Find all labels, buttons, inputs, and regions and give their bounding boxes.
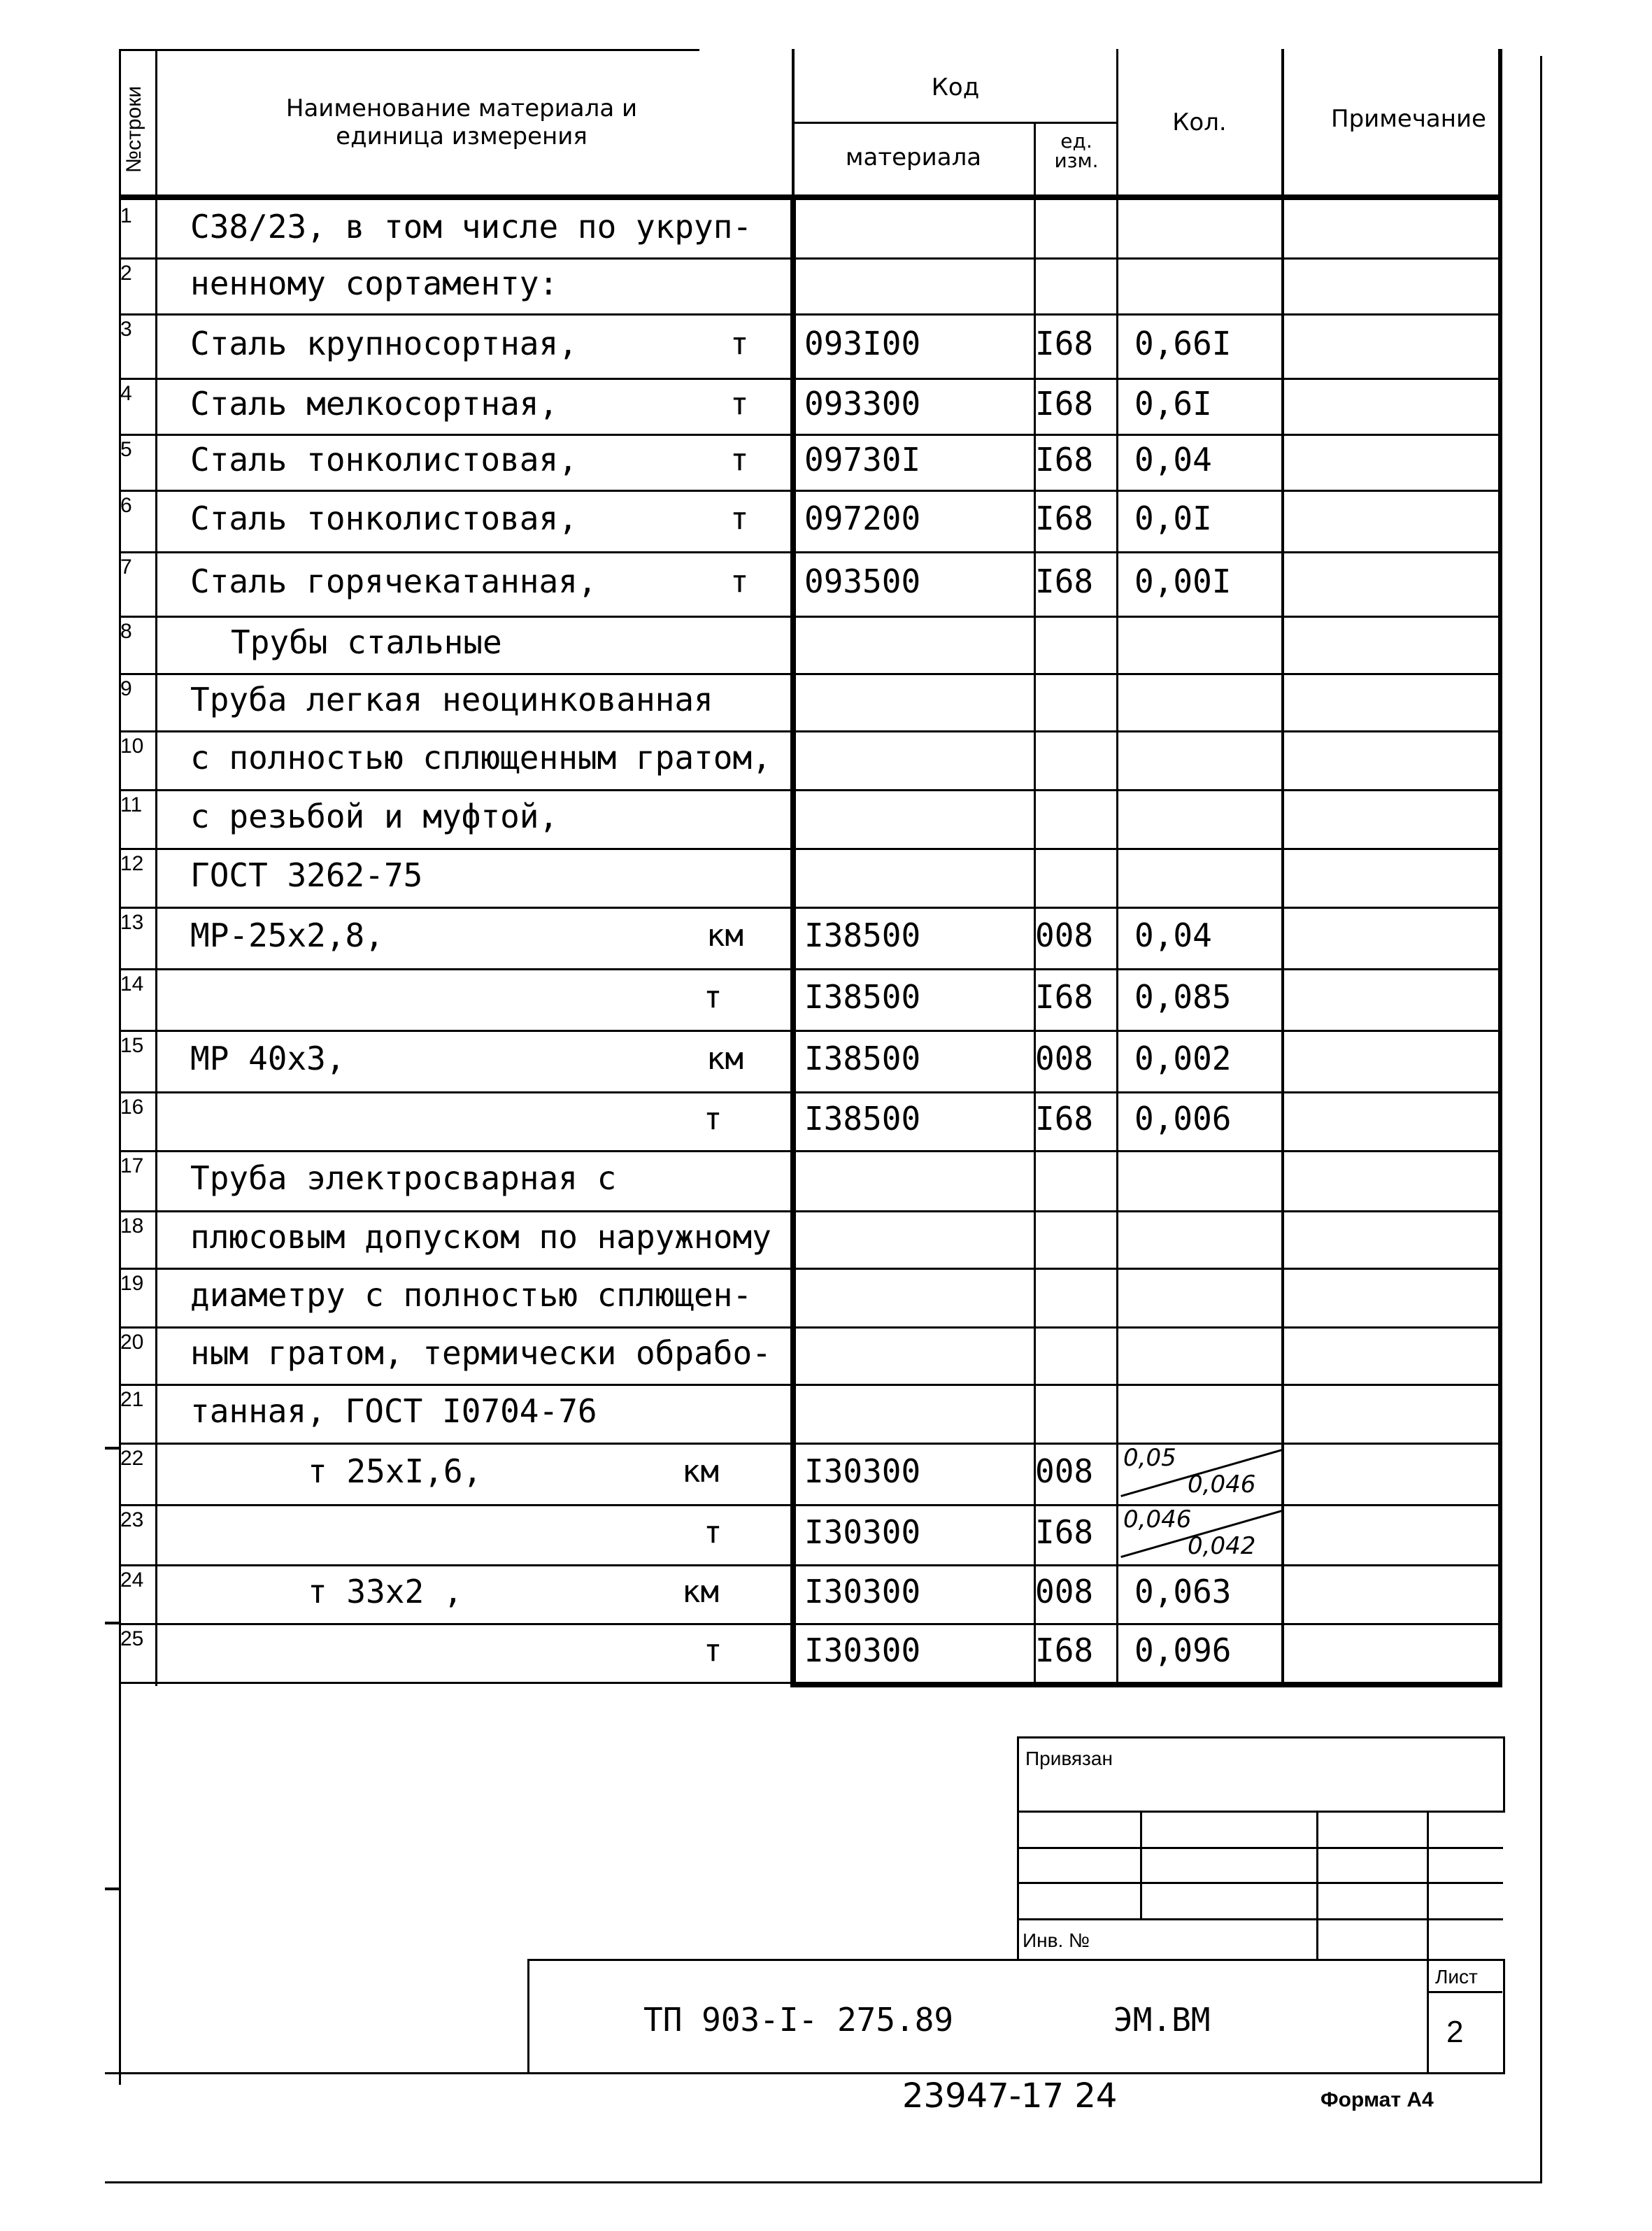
- unit-of-measure: т: [704, 1633, 722, 1669]
- row-number: 1: [120, 204, 132, 227]
- material-name: т 25xI,6,: [308, 1452, 483, 1490]
- row-number: 25: [120, 1627, 144, 1650]
- stamp-doc-suffix: ЭМ.ВМ: [1113, 2001, 1211, 2039]
- quantity: 0,04: [1134, 441, 1212, 479]
- margin-tick-2: [105, 1622, 120, 1624]
- row-number: 7: [120, 555, 132, 579]
- table-bottom-line-left: [119, 1682, 792, 1684]
- material-name: Сталь тонколистовая,: [190, 441, 578, 479]
- row-divider: [119, 1210, 1502, 1212]
- stamp-line-2: [1017, 1847, 1503, 1849]
- frame-top-line: [119, 49, 699, 51]
- unit-of-measure: т: [730, 501, 749, 537]
- row-divider: [119, 1326, 1502, 1329]
- unit-code: I68: [1035, 385, 1094, 423]
- unit-code: I68: [1035, 1513, 1094, 1551]
- unit-code: I68: [1035, 978, 1094, 1016]
- row-divider: [119, 1030, 1502, 1032]
- stamp-line-1: [1017, 1811, 1503, 1813]
- material-name: МР-25x2,8,: [190, 916, 384, 954]
- row-number: 10: [120, 735, 144, 758]
- stamp-doc-code: ТП 903-I- 275.89: [643, 2001, 954, 2039]
- quantity: 0,063: [1134, 1573, 1232, 1610]
- quantity-corrected-old: 0,046: [1123, 1506, 1192, 1534]
- material-name: Трубы стальные: [231, 623, 502, 661]
- header-note-col: Примечание: [1331, 105, 1486, 133]
- row-number: 5: [120, 438, 132, 461]
- row-number: 20: [120, 1331, 144, 1354]
- row-number: 22: [120, 1447, 144, 1470]
- quantity: 0,66I: [1134, 325, 1232, 362]
- row-divider: [119, 434, 1502, 436]
- margin-tick-3: [105, 1888, 120, 1890]
- row-divider: [119, 1564, 1502, 1566]
- material-name: Сталь мелкосортная,: [190, 385, 559, 423]
- row-divider: [119, 1384, 1502, 1386]
- row-number: 21: [120, 1388, 144, 1411]
- row-number: 23: [120, 1508, 144, 1531]
- row-number: 12: [120, 852, 144, 875]
- material-code: I30300: [804, 1631, 921, 1669]
- unit-code: I68: [1035, 1631, 1094, 1669]
- row-number: 3: [120, 318, 132, 341]
- material-code: 093300: [804, 385, 921, 423]
- material-code: 093I00: [804, 325, 921, 362]
- material-name: ГОСТ 3262-75: [190, 856, 423, 894]
- row-divider: [119, 848, 1502, 850]
- unit-of-measure: т: [730, 442, 749, 478]
- frame-right-line: [1540, 56, 1542, 2183]
- row-divider: [119, 257, 1502, 260]
- header-code-group: Код: [931, 73, 980, 101]
- stamp-line-3: [1017, 1882, 1503, 1884]
- row-divider: [119, 1623, 1502, 1625]
- row-number: 8: [120, 620, 132, 643]
- material-code: I38500: [804, 1040, 921, 1077]
- material-name: диаметру с полностью сплющен-: [190, 1276, 753, 1314]
- row-number: 4: [120, 382, 132, 405]
- material-code: 093500: [804, 562, 921, 600]
- row-number: 16: [120, 1096, 144, 1119]
- stamp-inv-label: Инв. №: [1023, 1929, 1090, 1951]
- unit-code: I68: [1035, 441, 1094, 479]
- unit-code: 008: [1035, 1573, 1094, 1610]
- row-divider: [119, 673, 1502, 675]
- material-code: I38500: [804, 916, 921, 954]
- code-block-thick-left: [790, 197, 796, 1687]
- unit-of-measure: т: [730, 326, 749, 362]
- material-code: 097200: [804, 500, 921, 537]
- stamp-sheet-number: 2: [1446, 2015, 1464, 2049]
- frame-left-line: [119, 49, 121, 2085]
- unit-of-measure: км: [682, 1454, 719, 1489]
- row-divider: [119, 551, 1502, 553]
- unit-of-measure: км: [706, 918, 743, 954]
- unit-of-measure: т: [704, 1515, 722, 1550]
- row-divider: [119, 1150, 1502, 1152]
- row-number: 24: [120, 1568, 144, 1592]
- stamp-sheet-line: [1427, 1991, 1502, 1993]
- row-divider: [119, 490, 1502, 492]
- row-number: 19: [120, 1272, 144, 1295]
- row-divider: [119, 907, 1502, 909]
- header-name-col: Наименование материала и единица измерения: [285, 94, 638, 150]
- row-divider: [119, 1504, 1502, 1506]
- row-number: 2: [120, 262, 132, 285]
- header-bottom-line: [119, 194, 1502, 200]
- row-divider: [119, 313, 1502, 316]
- unit-code: 008: [1035, 916, 1094, 954]
- row-divider: [119, 1091, 1502, 1093]
- material-code: I30300: [804, 1452, 921, 1490]
- unit-code: I68: [1035, 325, 1094, 362]
- stamp-line-4: [1017, 1918, 1503, 1920]
- header-rowno-divider: [155, 49, 157, 1686]
- footer-archive-number: 23947-17 24: [902, 2076, 1118, 2116]
- table-bottom-line: [790, 1682, 1502, 1687]
- quantity-corrected-new: 0,046: [1188, 1471, 1256, 1499]
- unit-of-measure: т: [730, 386, 749, 422]
- row-number: 15: [120, 1034, 144, 1057]
- row-number: 18: [120, 1214, 144, 1238]
- frame-bottom-line: [105, 2181, 1542, 2183]
- unit-code: 008: [1035, 1040, 1094, 1077]
- row-divider: [119, 1268, 1502, 1270]
- material-name: С38/23, в том числе по укруп-: [190, 208, 753, 246]
- row-divider: [119, 730, 1502, 732]
- footer-format: Формат А4: [1320, 2088, 1434, 2111]
- row-divider: [119, 378, 1502, 380]
- row-number: 11: [120, 793, 143, 816]
- unit-of-measure: км: [706, 1041, 743, 1077]
- material-name: Сталь крупносортная,: [190, 325, 578, 362]
- row-divider: [119, 1443, 1502, 1445]
- table-right-line: [1498, 49, 1502, 1686]
- quantity: 0,00I: [1134, 562, 1232, 600]
- header-divider-qty-note: [1281, 49, 1284, 1686]
- header-code-subline: [795, 122, 1118, 124]
- row-number: 9: [120, 677, 132, 700]
- quantity: 0,04: [1134, 916, 1212, 954]
- row-number: 13: [120, 911, 144, 934]
- unit-of-measure: т: [730, 564, 749, 600]
- quantity-corrected-new: 0,042: [1188, 1532, 1256, 1560]
- quantity: 0,006: [1134, 1100, 1232, 1138]
- unit-of-measure: км: [682, 1574, 719, 1610]
- quantity: 0,085: [1134, 978, 1232, 1016]
- material-code: I38500: [804, 978, 921, 1016]
- row-divider: [119, 789, 1502, 791]
- material-code: I30300: [804, 1513, 921, 1551]
- quantity-corrected-old: 0,05: [1123, 1444, 1176, 1472]
- unit-code: I68: [1035, 1100, 1094, 1138]
- material-name: плюсовым допуском по наружному: [190, 1218, 771, 1256]
- header-material-col: материала: [845, 143, 982, 171]
- material-name: МР 40x3,: [190, 1040, 346, 1077]
- quantity: 0,0I: [1134, 500, 1212, 537]
- material-code: I38500: [804, 1100, 921, 1138]
- quantity: 0,002: [1134, 1040, 1232, 1077]
- material-name: ным гратом, термически обрабо-: [190, 1334, 771, 1372]
- stamp-vline-b: [1140, 1811, 1142, 1918]
- row-divider: [119, 616, 1502, 618]
- material-name: танная, ГОСТ I0704-76: [190, 1392, 597, 1430]
- unit-of-measure: т: [704, 1101, 722, 1137]
- row-number: 6: [120, 494, 132, 517]
- stamp-vline-c: [1316, 1811, 1318, 1960]
- stamp-sheet-label: Лист: [1435, 1966, 1478, 1988]
- unit-code: I68: [1035, 562, 1094, 600]
- row-number: 14: [120, 972, 144, 996]
- header-row-number-label: №строки: [122, 85, 145, 173]
- material-name: с полностью сплющенным гратом,: [190, 739, 771, 777]
- header-qty-col: Кол.: [1172, 108, 1227, 136]
- stamp-bound-label: Привязан: [1025, 1748, 1113, 1769]
- material-name: Сталь горячекатанная,: [190, 562, 597, 600]
- unit-of-measure: т: [704, 979, 722, 1015]
- material-name: Труба легкая неоцинкованная: [190, 681, 713, 718]
- header-divider-code-qty: [1116, 49, 1118, 1686]
- margin-tick-1: [105, 1447, 120, 1450]
- row-number: 17: [120, 1154, 144, 1177]
- material-name: Труба электросварная с: [190, 1159, 617, 1197]
- quantity: 0,096: [1134, 1631, 1232, 1669]
- material-name: с резьбой и муфтой,: [190, 798, 559, 835]
- unit-code: 008: [1035, 1452, 1094, 1490]
- stamp-vline-a: [1017, 1736, 1019, 1960]
- material-name: Сталь тонколистовая,: [190, 500, 578, 537]
- unit-code: I68: [1035, 500, 1094, 537]
- material-name: ненному сортаменту:: [190, 264, 559, 302]
- quantity: 0,6I: [1134, 385, 1212, 423]
- row-divider: [119, 968, 1502, 970]
- header-unit-col: ед. изм.: [1054, 129, 1099, 172]
- material-code: 09730I: [804, 441, 921, 479]
- material-name: т 33x2 ,: [308, 1573, 463, 1610]
- material-code: I30300: [804, 1573, 921, 1610]
